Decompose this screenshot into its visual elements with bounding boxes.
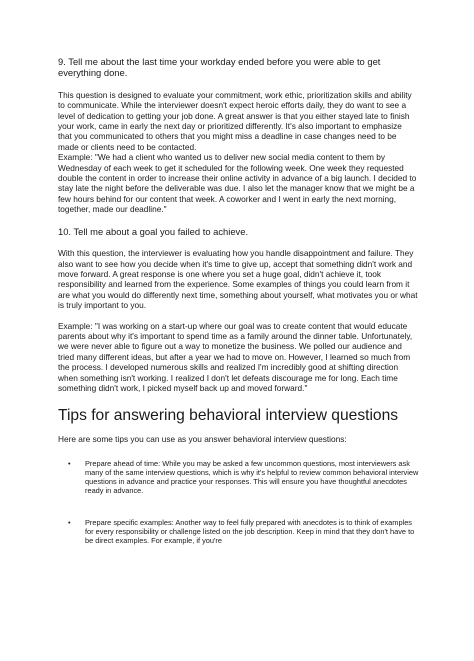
document-page	[58, 56, 418, 545]
tips-intro: Here are some tips you can use as you answer behavioral interview questions:	[58, 434, 347, 445]
question-10-example: Example: "I was working on a start-up where our goal was to create content that would educate parents about why it's important to spend time as a family around the dinner table. Unfortunately, we were never able to figure out a way to monetize the business. We polled our audience and tried many different ideas, but after a year we had to move on. However, I learned so much from the process. I developed numerous skills and realized I'm incredibly good at shifting direction when something isn't working. I realized I don't let defeats discourage me for long. Each time something didn't work, I picked myself back up and moved forward."	[58, 320, 413, 393]
question-9-example: Example: "We had a client who wanted us to deliver new social media content to them by Wednesday of each week to get it scheduled for the following week. One week they requested double the content in order to increase their online activity in advance of a big launch. I decided to stay late the night before the deliverable was due. I also let the manager know that we might be a few hours behind for our content that week. A coworker and I went in early the next morning, together, made our deadline."	[58, 152, 417, 215]
tips-section-title: Tips for answering behavioral interview questions	[58, 407, 399, 425]
tips-list	[58, 459, 418, 545]
question-10-explanation: With this question, the interviewer is evaluating how you handle disappointment and failure. They also want to see how you decide when it's time to give up, accept that something didn't work and move forward. A great response is one where you set a huge goal, didn't achieve it, took responsibility and learned from the experience. Some examples of things you could learn from it are what you would do differently next time, something about yourself, what motivates you or what is truly important to you.	[58, 248, 418, 311]
bullet-icon: •	[68, 517, 71, 527]
tip-item-prepare-examples	[58, 518, 420, 546]
tip-text: Prepare ahead of time: While you may be asked a few uncommon questions, most interviewers ask many of the same interview questions, which is why it's helpful to review common behavioral interview questions in advance and practice your responses. This will ensure you have thoughtful anecdotes ready in advance.	[85, 458, 419, 496]
bullet-icon: •	[68, 458, 71, 468]
question-10-heading: 10. Tell me about a goal you failed to achieve.	[58, 225, 249, 237]
tip-item-prepare-ahead	[58, 459, 420, 496]
question-9-heading: 9. Tell me about the last time your workday ended before you were able to get everything done.	[58, 56, 381, 79]
question-9-explanation: This question is designed to evaluate your commitment, work ethic, prioritization skills and ability to communicate. While the interviewer doesn't expect heroic efforts daily, they do want to see a level of dedication to getting your job done. A great answer is that you either stayed late to finish your work, came in early the next day or prioritized differently. It's also important to emphasize that you communicated to others that you might miss a deadline in case changes need to be made or clients need to be contacted.	[58, 89, 412, 152]
tip-text: Prepare specific examples: Another way to feel fully prepared with anecdotes is to think of examples for every responsibility or challenge listed on the job description. Keep in mind that they don't have to be direct examples. For example, if you're	[85, 517, 415, 545]
